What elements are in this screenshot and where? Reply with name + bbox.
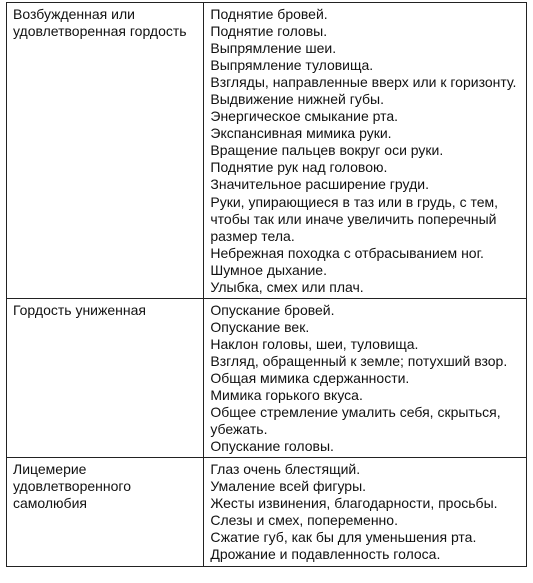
sign-item: Общая мимика сдержанности.: [210, 369, 410, 386]
sign-item: Сжатие губ, как бы для уменьшения рта.: [210, 529, 477, 546]
table-row: [7, 298, 527, 457]
table-row: [7, 458, 527, 566]
sign-item: Шумное дыхание.: [210, 261, 327, 278]
document-page: [6, 2, 527, 567]
sign-item: Значительное расширение груди.: [210, 176, 429, 193]
sign-item: Руки, упирающиеся в таз или в грудь, с тем, чтобы так или иначе увеличить поперечный размер тела.: [210, 193, 499, 244]
sign-item: Дрожание и подавленность голоса.: [210, 546, 441, 563]
table-cell-signs: [204, 458, 527, 566]
sign-item: Поднятие рук над головою.: [210, 159, 388, 176]
sign-item: Жесты извинения, благодарности, просьбы.: [210, 495, 498, 512]
sign-item: Слезы и смех, попеременно.: [210, 512, 398, 529]
sign-item: Поднятие головы.: [210, 23, 328, 40]
sign-item: Поднятие бровей.: [210, 6, 328, 22]
sign-item: Опускание век.: [210, 318, 310, 335]
sign-item: Энергическое смыкание рта.: [210, 108, 399, 125]
sign-item: Небрежная походка с отбрасыванием ног.: [210, 244, 484, 261]
term-label: Возбужденная или удовлетворенная гордость: [13, 6, 187, 40]
sign-item: Выпрямление шеи.: [210, 40, 337, 57]
sign-item: Умаление всей фигуры.: [210, 478, 367, 495]
emotion-signs-table: [6, 2, 527, 567]
sign-item: Наклон головы, шеи, туловища.: [210, 335, 419, 352]
sign-item: Взгляды, направленные вверх или к горизонту.: [210, 74, 517, 91]
sign-item: Выдвижение нижней губы.: [210, 91, 384, 108]
sign-item: Общее стремление умалить себя, скрыться, убежать.: [210, 404, 501, 438]
table-cell-term: [7, 458, 204, 566]
sign-item: Опускание бровей.: [210, 301, 335, 318]
table-cell-term: [7, 3, 204, 299]
sign-item: Выпрямление туловища.: [210, 57, 374, 74]
term-label: Гордость униженная: [13, 301, 146, 318]
table-cell-signs: [204, 3, 527, 299]
sign-item: Взгляд, обращенный к земле; потухший взор.: [210, 352, 508, 369]
sign-item: Мимика горького вкуса.: [210, 387, 363, 404]
sign-item: Улыбка, смех или плач.: [210, 278, 364, 295]
sign-item: Вращение пальцев вокруг оси руки.: [210, 142, 444, 159]
table-cell-signs: [204, 298, 527, 457]
sign-item: Опускание головы.: [210, 438, 334, 455]
table-cell-term: [7, 298, 204, 457]
term-label: Лицемерие удовлетворенного самолюбия: [13, 461, 131, 512]
sign-item: Экспансивная мимика руки.: [210, 125, 392, 142]
sign-item: Глаз очень блестящий.: [210, 461, 361, 478]
table-row: [7, 3, 527, 299]
